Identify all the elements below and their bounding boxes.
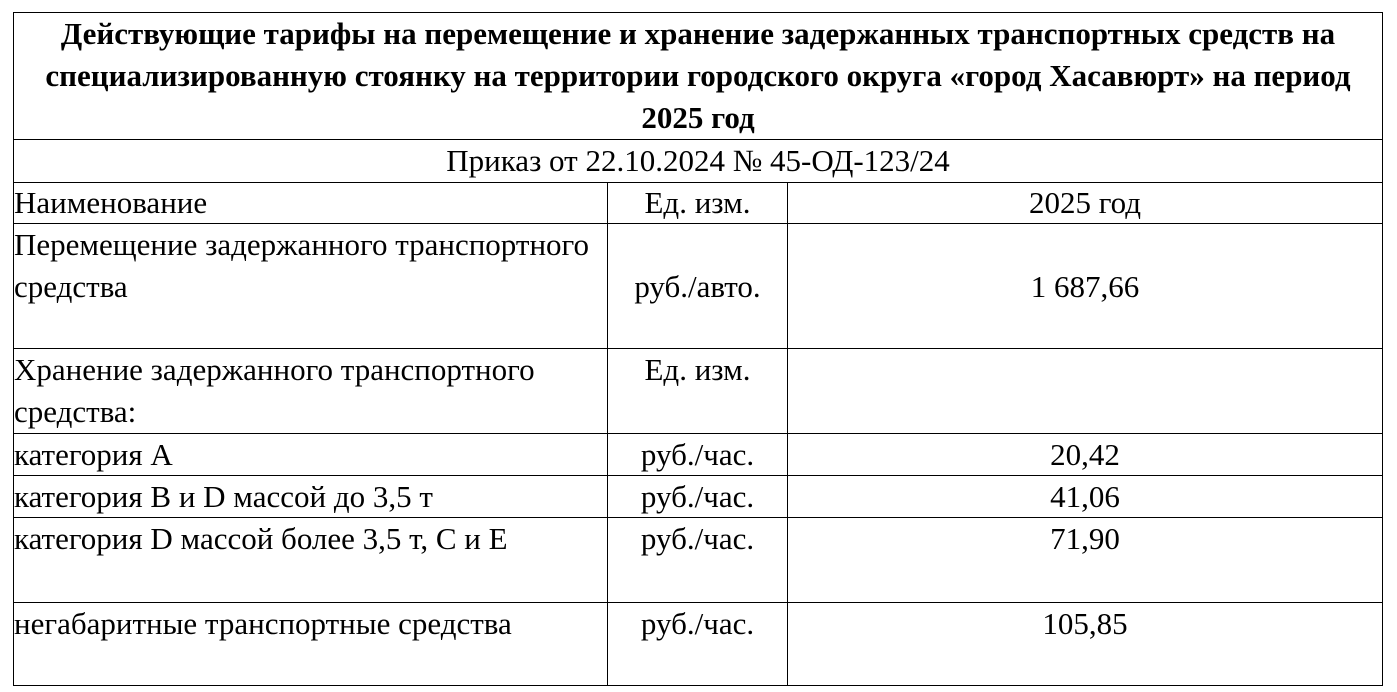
table-row [14,603,1383,686]
row-value [788,349,1383,434]
row-value: 41,06 [788,476,1383,518]
header-unit: Ед. изм. [608,183,788,224]
row-unit: руб./час. [608,476,788,518]
table-row [14,434,1383,476]
header-name: Наименование [14,183,608,224]
row-name: категория В и D массой до 3,5 т [14,476,608,518]
title-row [14,13,1383,140]
row-value: 1 687,66 [788,224,1383,349]
document-title: Действующие тарифы на перемещение и хранение задержанных транспортных средств на специализированную стоянку на территории городского округа «город Хасавюрт» на период 2025 год [14,13,1383,140]
row-name: Перемещение задержанного транспортного средства [14,224,608,349]
order-row [14,140,1383,183]
header-row [14,183,1383,224]
row-value: 20,42 [788,434,1383,476]
row-value: 71,90 [788,518,1383,603]
table-row [14,349,1383,434]
order-reference: Приказ от 22.10.2024 № 45-ОД-123/24 [14,140,1383,183]
row-unit: руб./авто. [608,224,788,349]
row-unit: Ед. изм. [608,349,788,434]
row-name: категория D массой более 3,5 т, С и Е [14,518,608,603]
row-name: негабаритные транспортные средства [14,603,608,686]
table-row [14,224,1383,349]
row-name: категория А [14,434,608,476]
tariff-table [13,12,1383,686]
row-name: Хранение задержанного транспортного средства: [14,349,608,434]
table-row [14,476,1383,518]
row-unit: руб./час. [608,518,788,603]
row-value: 105,85 [788,603,1383,686]
row-unit: руб./час. [608,434,788,476]
header-value: 2025 год [788,183,1383,224]
row-unit: руб./час. [608,603,788,686]
table-row [14,518,1383,603]
